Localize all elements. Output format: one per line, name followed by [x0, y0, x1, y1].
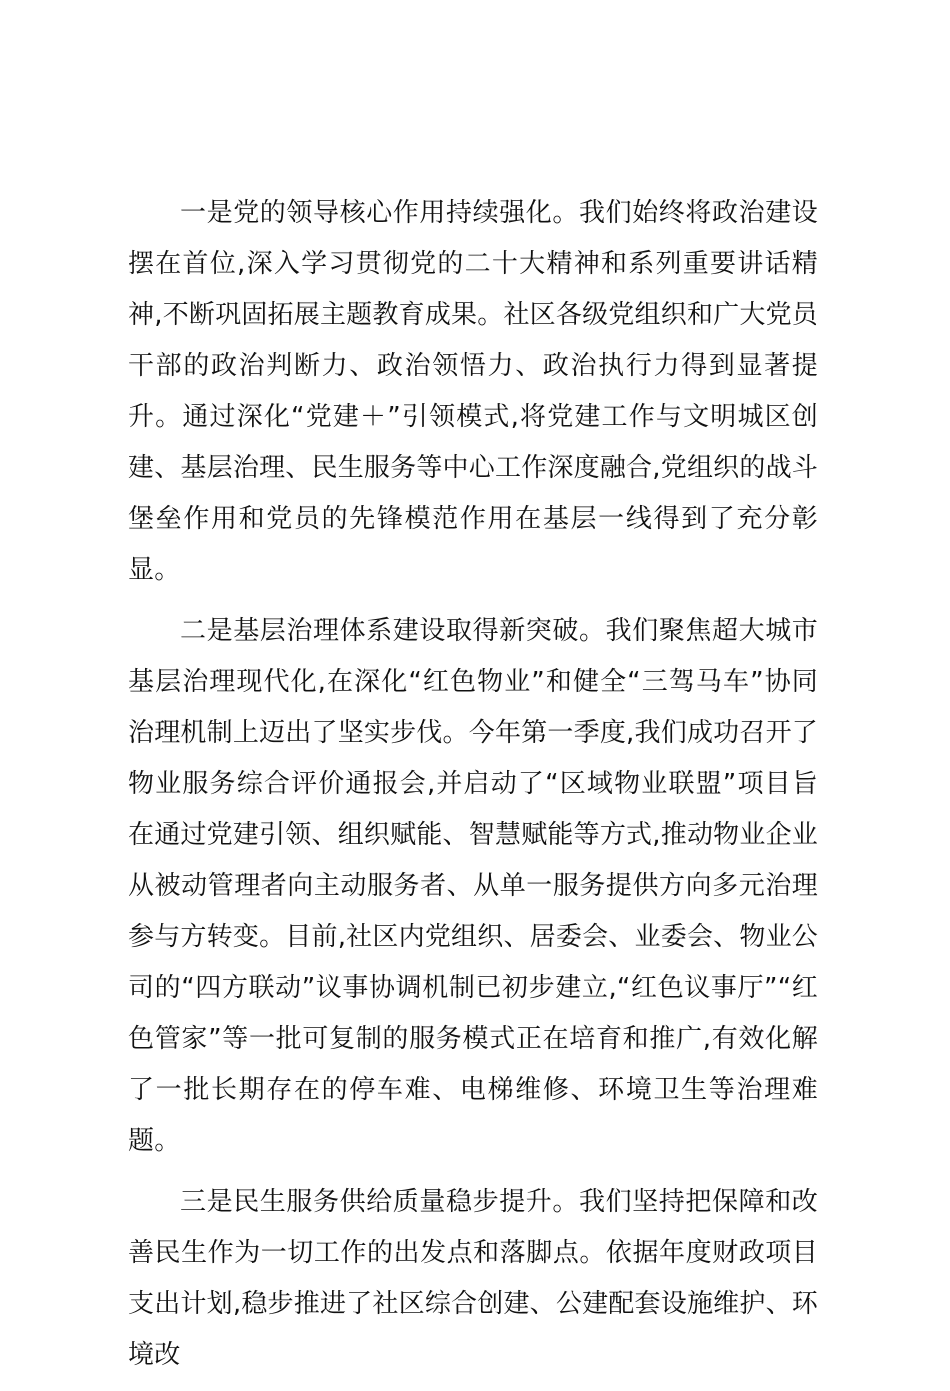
document-body: [128, 188, 818, 1391]
paragraph-livelihood-services: 三是民生服务供给质量稳步提升。我们坚持把保障和改善民生作为一切工作的出发点和落脚点。依据年度财政项目支出计划,稳步推进了社区综合创建、公建配套设施维护、环境改: [128, 1187, 818, 1370]
paragraph-party-leadership: 一是党的领导核心作用持续强化。我们始终将政治建设摆在首位,深入学习贯彻党的二十大精神和系列重要讲话精神,不断巩固拓展主题教育成果。社区各级党组织和广大党员干部的政治判断力、政治领悟力、政治执行力得到显著提升。通过深化“党建＋”引领模式,将党建工作与文明城区创建、基层治理、民生服务等中心工作深度融合,党组织的战斗堡垒作用和党员的先锋模范作用在基层一线得到了充分彰显。: [128, 198, 818, 585]
paragraph-grassroots-governance: 二是基层治理体系建设取得新突破。我们聚焦超大城市基层治理现代化,在深化“红色物业”和健全“三驾马车”协同治理机制上迈出了坚实步伐。今年第一季度,我们成功召开了物业服务综合评价通报会,并启动了“区域物业联盟”项目旨在通过党建引领、组织赋能、智慧赋能等方式,推动物业企业从被动管理者向主动服务者、从单一服务提供方向多元治理参与方转变。目前,社区内党组织、居委会、业委会、物业公司的“四方联动”议事协调机制已初步建立,“红色议事厅”“红色管家”等一批可复制的服务模式正在培育和推广,有效化解了一批长期存在的停车难、电梯维修、环境卫生等治理难题。: [128, 616, 818, 1156]
